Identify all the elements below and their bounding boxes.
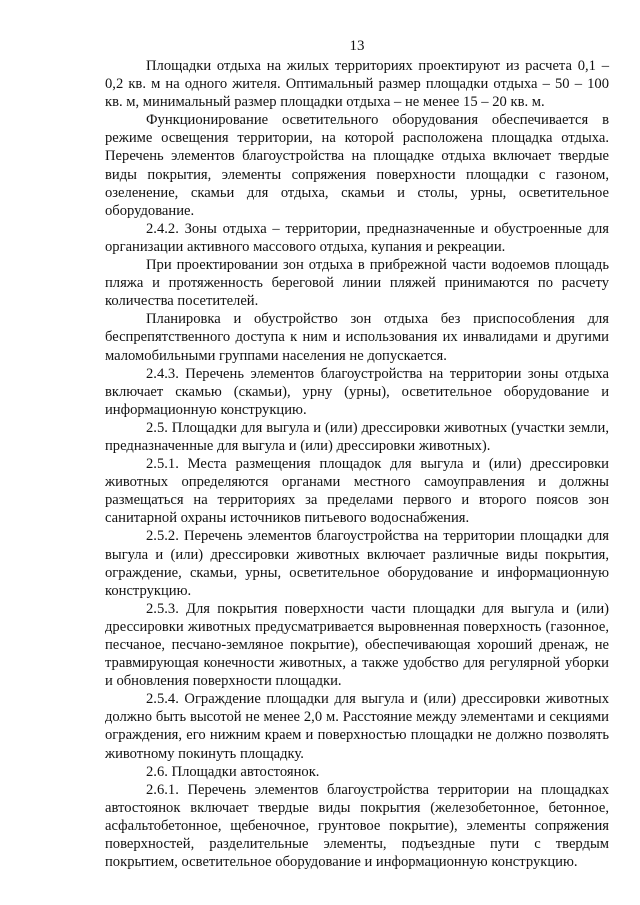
paragraph-2-4-2: 2.4.2. Зоны отдыха – территории, предназначенные и обустроенные для организации активного массового отдыха, купания и рекреации.	[105, 220, 609, 255]
paragraph-2-5-3: 2.5.3. Для покрытия поверхности части площадки для выгула и (или) дрессировки животных предусматривается выровненная поверхность (газонное, песчаное, песчано-земляное покрытие), обеспечивающая хороший дренаж, не травмирующая конечности животных, а также удобство для регулярной уборки и обновления поверхности площадки.	[105, 600, 609, 690]
paragraph-2-5: 2.5. Площадки для выгула и (или) дрессировки животных (участки земли, предназначенные для выгула и (или) дрессировки животных).	[105, 419, 609, 454]
paragraph-rest-area-lighting: Функционирование осветительного оборудования обеспечивается в режиме освещения территории, на которой расположена площадка отдыха. Перечень элементов благоустройства на площадке отдыха включает твердые виды покрытия, элементы сопряжения поверхности площадки с газоном, озеленение, скамьи для отдыха, скамьи и столы, урны, осветительное оборудование.	[105, 112, 609, 219]
paragraph-2-4-3: 2.4.3. Перечень элементов благоустройства на территории зоны отдыха включает скамью (скамьи), урну (урны), осветительное оборудование и информационную конструкцию.	[105, 365, 609, 418]
paragraph-beach-design: При проектировании зон отдыха в прибрежной части водоемов площадь пляжа и протяженность береговой линии пляжей принимаются по расчету количества посетителей.	[105, 257, 609, 310]
paragraph-rest-area-size: Площадки отдыха на жилых территориях проектируют из расчета 0,1 – 0,2 кв. м на одного жителя. Оптимальный размер площадки отдыха – 50 – 100 кв. м, минимальный размер площадки отдыха – не менее 15 – 20 кв. м.	[105, 58, 609, 111]
paragraph-2-6-1: 2.6.1. Перечень элементов благоустройства территории на площадках автостоянок включает твердые виды покрытия (железобетонное, бетонное, асфальтобетонное, щебеночное, грунтовое покрытие), элементы сопряжения поверхностей, разделительные элементы, подъездные пути с твердым покрытием, осветительное оборудование и информационную конструкцию.	[105, 781, 609, 871]
paragraph-accessibility: Планировка и обустройство зон отдыха без приспособления для беспрепятственного доступа к ним и использования их инвалидами и другими маломобильными группами населения не допускается.	[105, 311, 609, 364]
paragraph-2-5-2: 2.5.2. Перечень элементов благоустройства на территории площадки для выгула и (или) дрессировки животных включает различные виды покрытия, ограждение, скамьи, урны, осветительное оборудование и информационную конструкцию.	[105, 528, 609, 599]
paragraph-2-5-4: 2.5.4. Ограждение площадки для выгула и (или) дрессировки животных должно быть высотой не менее 2,0 м. Расстояние между элементами и секциями ограждения, его нижним краем и поверхностью площадки не должно позволять животному покинуть площадку.	[105, 691, 609, 762]
paragraph-2-6: 2.6. Площадки автостоянок.	[146, 763, 320, 780]
page-number: 13	[349, 38, 365, 54]
paragraph-2-5-1: 2.5.1. Места размещения площадок для выгула и (или) дрессировки животных определяются органами местного самоуправления и должны размещаться на территориях за пределами первого и второго поясов зон санитарной охраны источников питьевого водоснабжения.	[105, 456, 609, 527]
document-page	[105, 38, 609, 871]
